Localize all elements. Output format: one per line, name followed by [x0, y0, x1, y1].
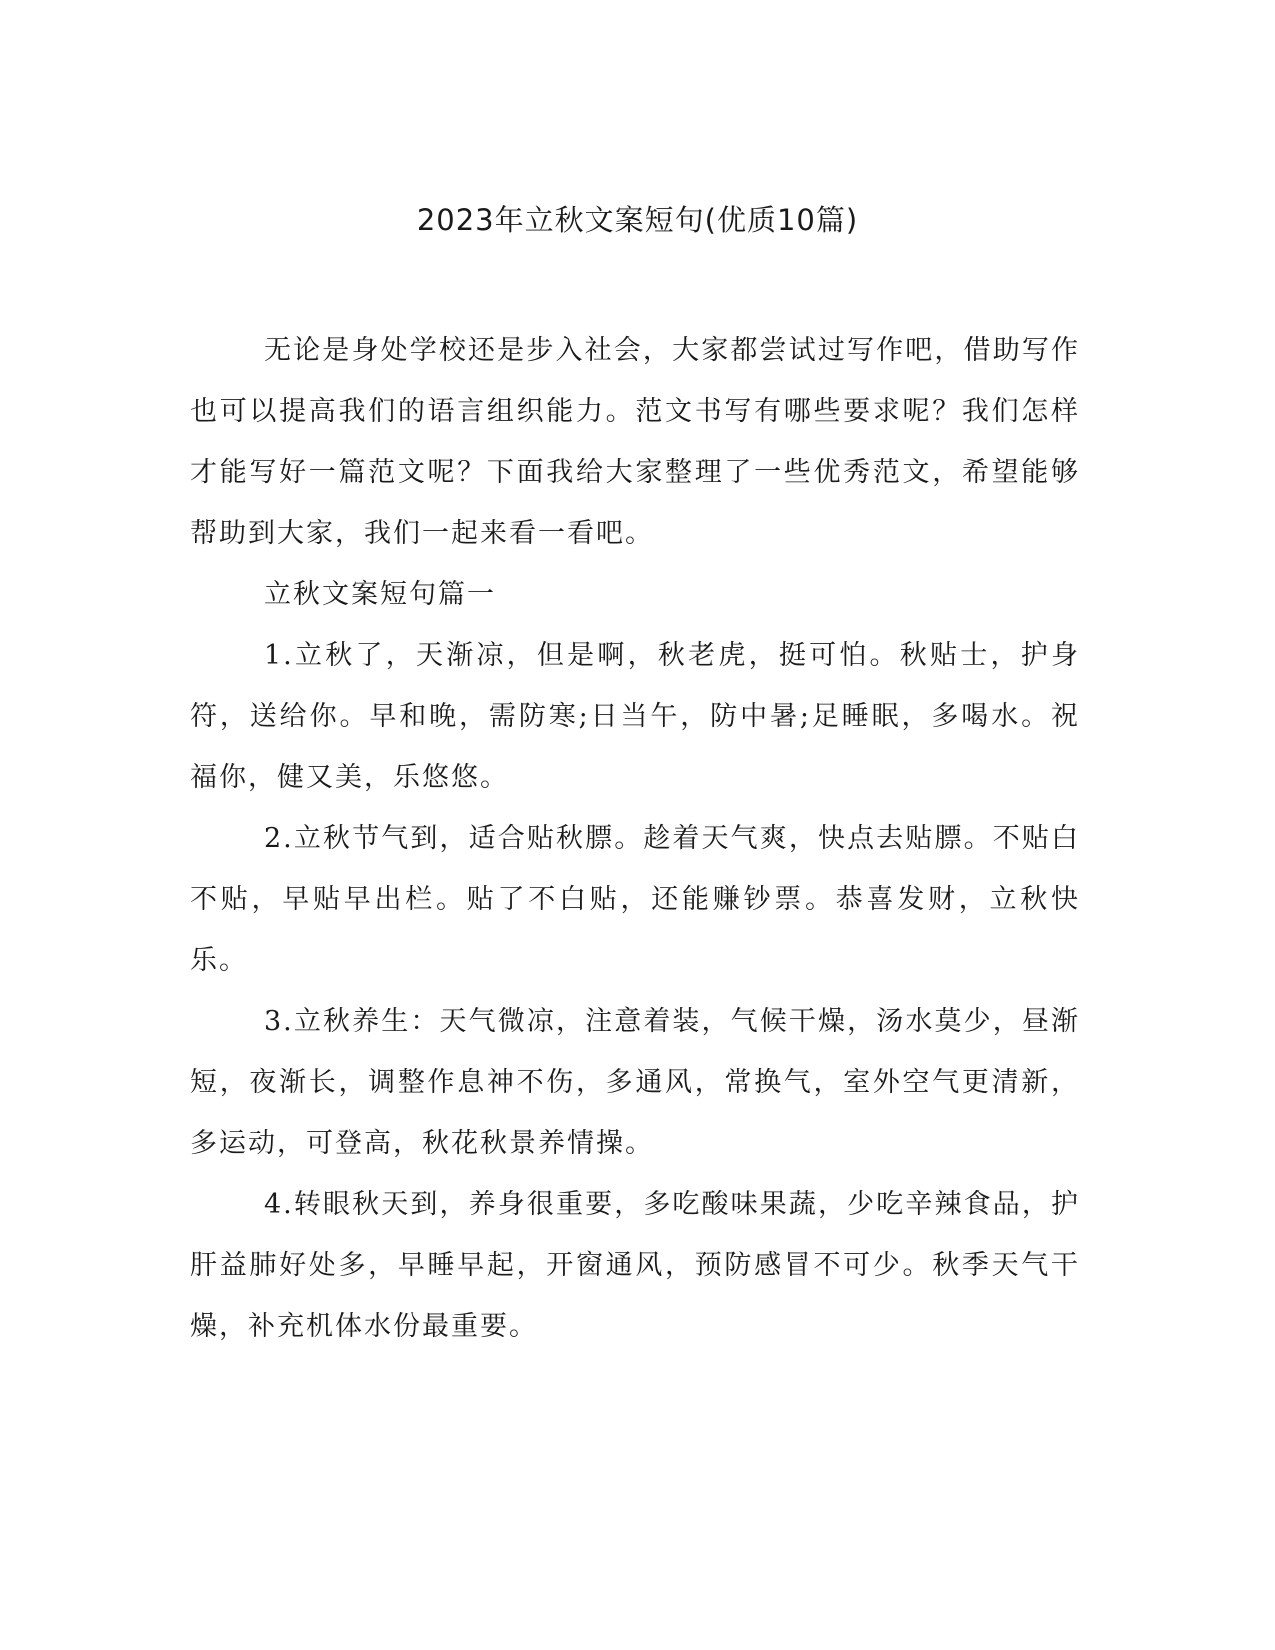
list-item: 1.立秋了，天渐凉，但是啊，秋老虎，挺可怕。秋贴士，护身符，送给你。早和晚，需防寒;日当午，防中暑;足睡眠，多喝水。祝福你，健又美，乐悠悠。 [190, 640, 1080, 793]
document-title: 2023年立秋文案短句(优质10篇) [416, 203, 859, 237]
document-body [190, 320, 1080, 1357]
list-item: 2.立秋节气到，适合贴秋膘。趁着天气爽，快点去贴膘。不贴白不贴，早贴早出栏。贴了不白贴，还能赚钞票。恭喜发财，立秋快乐。 [190, 823, 1080, 976]
section-heading: 立秋文案短句篇一 [264, 579, 496, 610]
list-item: 4.转眼秋天到，养身很重要，多吃酸味果蔬，少吃辛辣食品，护肝益肺好处多，早睡早起，开窗通风，预防感冒不可少。秋季天气干燥，补充机体水份最重要。 [190, 1189, 1080, 1342]
list-item: 3.立秋养生：天气微凉，注意着装，气候干燥，汤水莫少，昼渐短，夜渐长，调整作息神不伤，多通风，常换气，室外空气更清新，多运动，可登高，秋花秋景养情操。 [190, 1006, 1080, 1159]
intro-paragraph: 无论是身处学校还是步入社会，大家都尝试过写作吧，借助写作也可以提高我们的语言组织能力。范文书写有哪些要求呢？我们怎样才能写好一篇范文呢？下面我给大家整理了一些优秀范文，希望能够帮助到大家，我们一起来看一看吧。 [190, 335, 1080, 549]
